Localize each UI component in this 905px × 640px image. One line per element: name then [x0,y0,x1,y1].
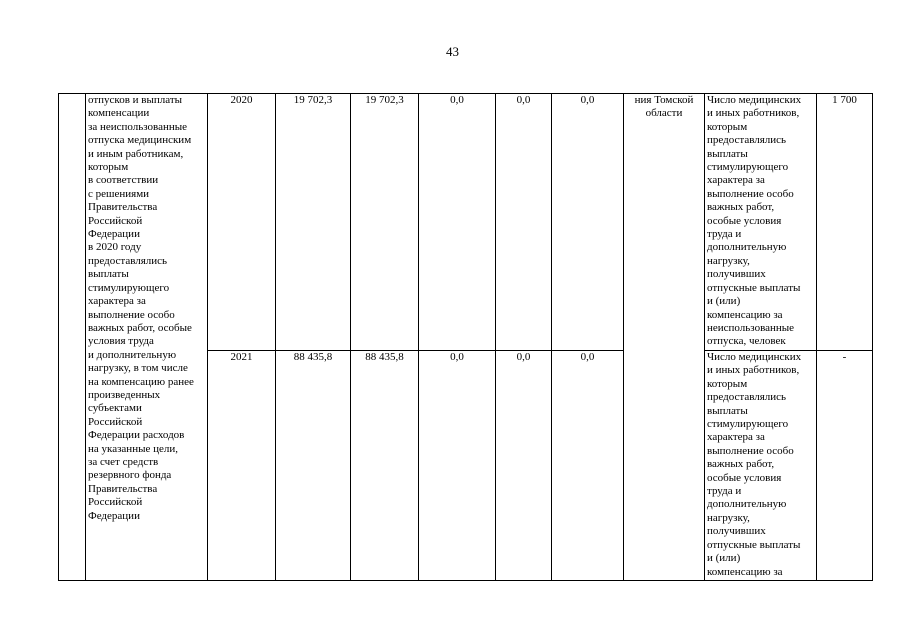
regional-amount-cell: 0,0 [419,351,496,581]
responsible-executor: ния Томской области [624,94,705,581]
local-amount-cell: 0,0 [496,94,552,351]
indicator-value-cell: 1 700 [817,94,873,351]
federal-amount-cell: 19 702,3 [351,94,419,351]
year-cell: 2021 [208,351,276,581]
page-number: 43 [446,44,459,59]
other-amount-cell: 0,0 [552,351,624,581]
measure-description: отпусков и выплаты компенсации за неиспользованные отпуска медицинским и иным работникам, которым в соответствии с решениями Правительства Российской Федерации в 2020 году предоставлялись выплаты стимулирующего характера за выполнение особо важных работ, особые условия труда и дополнительную нагрузку, в том числе на компенсацию ранее произведенных субъектами Российской Федерации расходов на указанные цели, за счет средств резервного фонда Правительства Российской Федерации [86,94,208,581]
total-amount-cell: 88 435,8 [276,351,351,581]
indicator-value-cell: - [817,351,873,581]
federal-amount-cell: 88 435,8 [351,351,419,581]
local-amount-cell: 0,0 [496,351,552,581]
table-row [59,94,873,351]
year-cell: 2020 [208,94,276,351]
regional-amount-cell: 0,0 [419,94,496,351]
total-amount-cell: 19 702,3 [276,94,351,351]
indicator-cell: Число медицинских и иных работников, которым предоставлялись выплаты стимулирующего характера за выполнение особо важных работ, особые условия труда и дополнительную нагрузку, получивших отпускные выплаты и (или) компенсацию за неиспользованные отпуска, человек [705,94,817,351]
other-amount-cell: 0,0 [552,94,624,351]
indicator-cell: Число медицинских и иных работников, которым предоставлялись выплаты стимулирующего характера за выполнение особо важных работ, особые условия труда и дополнительную нагрузку, получивших отпускные выплаты и (или) компенсацию за [705,351,817,581]
index-cell [59,94,86,581]
program-table [58,93,873,581]
